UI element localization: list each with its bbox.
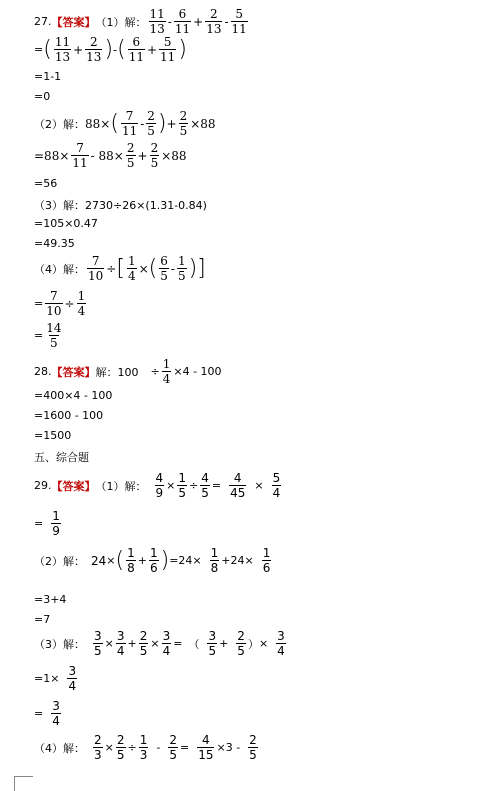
- fraction: $\frac{4}{5}$: [201, 471, 209, 500]
- q27-part4-line-1: （4）解： $\frac{7}{10}$ ÷ [ $\frac{1}{4}$ × ( $\frac{6}{5}$ - $\frac{1}{5}$ ) ]: [34, 254, 206, 283]
- fraction: $\frac{1}{9}$: [52, 509, 60, 538]
- q29-part2-line-3: =7: [34, 613, 51, 626]
- fraction: $\frac{1}{5}$: [177, 254, 186, 283]
- q27-line-4: =0: [34, 90, 51, 103]
- page-corner-mark: [14, 776, 33, 791]
- paren-close: ): [178, 36, 187, 62]
- fraction: $\frac{2}{3}$: [94, 733, 102, 762]
- fraction: $\frac{2}{5}$: [139, 629, 148, 658]
- fraction: $\frac{5}{11}$: [231, 7, 247, 36]
- fraction: $\frac{3}{4}$: [116, 629, 125, 658]
- q27-part3-line-2: =105×0.47: [34, 217, 98, 230]
- q27-part4-line-2: = $\frac{7}{10}$ ÷ $\frac{1}{4}$: [34, 289, 86, 318]
- fraction: $\frac{4}{15}$: [198, 733, 214, 762]
- fraction: $\frac{2}{13}$: [86, 35, 102, 64]
- paren-open: (: [43, 36, 52, 62]
- q27-part2-line-2: =88× $\frac{7}{11}$ - 88× $\frac{2}{5}$ + $\frac{2}{5}$ × 88: [34, 141, 187, 170]
- fraction: $\frac{1}{6}$: [262, 546, 271, 575]
- fraction: $\frac{6}{11}$: [128, 35, 144, 64]
- fraction: $\frac{4}{9}$: [155, 471, 164, 500]
- fraction: $\frac{6}{11}$: [174, 7, 191, 36]
- fraction: $\frac{2}{5}$: [249, 733, 257, 762]
- q29-line-1: 29. 【答案】 （1）解： $\frac{4}{9}$ × $\frac{1}{5}$ ÷ $\frac{4}{5}$ = $\frac{4}{45}$ × $\frac{5}{4}$: [34, 471, 281, 500]
- fraction: $\frac{11}{13}$: [54, 35, 71, 64]
- fraction: $\frac{3}{5}$: [208, 629, 217, 658]
- q28-line-1: 28. 【答案】 解：100 ÷ $\frac{1}{4}$ ×4 - 100: [34, 357, 222, 386]
- q27-line-3: =1-1: [34, 70, 62, 83]
- answer-tag: 【答案】: [51, 15, 96, 29]
- q27-part3-line-1: （3）解：2730÷26×(1.31-0.84): [34, 199, 207, 212]
- fraction: $\frac{1}{4}$: [77, 289, 86, 318]
- fraction: $\frac{1}{5}$: [178, 471, 186, 500]
- fraction: $\frac{1}{3}$: [139, 733, 148, 762]
- q29-part3-line-3: = $\frac{3}{4}$: [34, 699, 60, 728]
- q28-line-4: =1500: [34, 429, 72, 442]
- fraction: $\frac{2}{5}$: [237, 629, 245, 658]
- fraction: $\frac{1}{4}$: [162, 357, 171, 386]
- fraction: $\frac{2}{5}$: [116, 733, 125, 762]
- q28-line-2: =400×4 - 100: [34, 389, 113, 402]
- q29-part3-line-2: =1× $\frac{3}{4}$: [34, 664, 77, 693]
- fraction: $\frac{3}{4}$: [277, 629, 285, 658]
- question-number: 27.: [34, 15, 52, 28]
- fraction: $\frac{7}{11}$: [72, 141, 88, 170]
- fraction: $\frac{5}{4}$: [272, 471, 281, 500]
- fraction: $\frac{2}{5}$: [150, 141, 159, 170]
- q29-part4-line-1: （4）解： $\frac{2}{3}$ × $\frac{2}{5}$ ÷ $\frac{1}{3}$ - $\frac{2}{5}$ = $\frac{4}{15}$ ×3 - $\frac{2}{5}$: [34, 733, 257, 762]
- fraction: $\frac{3}{4}$: [52, 699, 60, 728]
- q29-part3-line-1: （3）解： $\frac{3}{5}$ × $\frac{3}{4}$ + $\frac{2}{5}$ × $\frac{3}{4}$ = （ $\frac{3}{5}$ + $\frac{2}{5}$ ） × $\frac{3}{4}$: [34, 629, 285, 658]
- fraction: $\frac{2}{5}$: [169, 733, 177, 762]
- q28-line-3: =1600 - 100: [34, 409, 104, 422]
- fraction: $\frac{2}{5}$: [126, 141, 135, 170]
- part-label: （1）解：: [95, 15, 147, 29]
- fraction: $\frac{4}{45}$: [230, 471, 246, 500]
- fraction: $\frac{6}{5}$: [160, 254, 168, 283]
- q27-part4-line-3: = $\frac{14}{5}$: [34, 321, 62, 350]
- q27-line-2: = ( $\frac{11}{13}$ + $\frac{2}{13}$ ) - ( $\frac{6}{11}$ + $\frac{5}{11}$ ): [34, 35, 187, 64]
- q27-part2-line-1: （2）解： 88 × ( $\frac{7}{11}$ - $\frac{2}{5}$ ) + $\frac{2}{5}$ × 88: [34, 109, 216, 138]
- q27-part2-line-3: =56: [34, 177, 58, 190]
- fraction: $\frac{2}{5}$: [179, 109, 188, 138]
- fraction: $\frac{7}{10}$: [88, 254, 104, 283]
- fraction: $\frac{1}{8}$: [210, 546, 219, 575]
- answer-tag: 【答案】: [51, 365, 96, 379]
- fraction: $\frac{5}{11}$: [160, 35, 176, 64]
- fraction: $\frac{7}{11}$: [121, 109, 138, 138]
- fraction: $\frac{3}{4}$: [162, 629, 171, 658]
- fraction: $\frac{1}{4}$: [127, 254, 136, 283]
- fraction: $\frac{1}{8}$: [127, 546, 135, 575]
- q29-line-2: = $\frac{1}{9}$: [34, 509, 60, 538]
- paren-open: (: [117, 36, 126, 62]
- fraction: $\frac{3}{5}$: [94, 629, 102, 658]
- fraction: $\frac{2}{5}$: [147, 109, 155, 138]
- q29-part2-line-1: （2）解： 24 × ( $\frac{1}{8}$ + $\frac{1}{6}$ ) =24× $\frac{1}{8}$ +24× $\frac{1}{6}$: [34, 546, 271, 575]
- fraction: $\frac{14}{5}$: [46, 321, 62, 350]
- fraction: $\frac{11}{13}$: [149, 7, 165, 36]
- q29-part2-line-2: =3+4: [34, 593, 67, 606]
- q27-line-1: 27. 【答案】 （1）解： $\frac{11}{13}$ - $\frac{6}{11}$ + $\frac{2}{13}$ - $\frac{5}{11}$: [34, 7, 247, 36]
- section-heading: 五、综合题: [34, 451, 89, 464]
- fraction: $\frac{1}{6}$: [149, 546, 158, 575]
- q27-part3-line-3: =49.35: [34, 237, 75, 250]
- fraction: $\frac{2}{13}$: [206, 7, 222, 36]
- answer-tag: 【答案】: [51, 479, 96, 493]
- fraction: $\frac{7}{10}$: [46, 289, 62, 318]
- paren-close: ): [104, 36, 114, 62]
- fraction: $\frac{3}{4}$: [68, 664, 77, 693]
